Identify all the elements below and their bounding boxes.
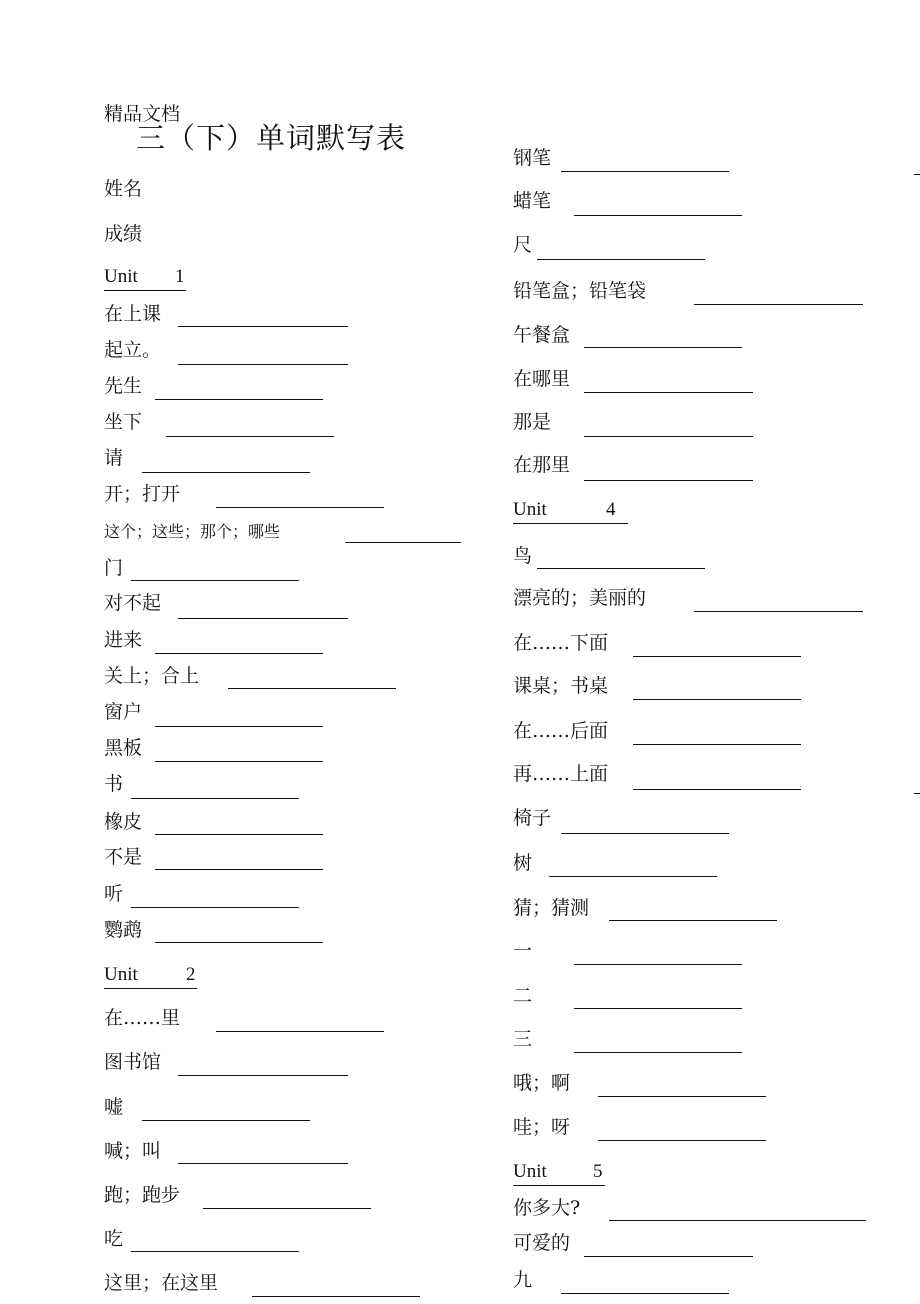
answer-line[interactable] xyxy=(216,1031,384,1032)
answer-line[interactable] xyxy=(574,1052,742,1053)
answer-line[interactable] xyxy=(561,171,729,172)
vocab-label: 橡皮 xyxy=(104,811,143,833)
answer-line[interactable] xyxy=(574,964,742,965)
vocab-label: 铅笔盒；铅笔袋 xyxy=(513,280,647,302)
answer-line[interactable] xyxy=(574,215,742,216)
answer-line[interactable] xyxy=(155,726,323,727)
answer-line[interactable] xyxy=(155,869,323,870)
answer-line[interactable] xyxy=(549,876,717,877)
vocab-label: 在上课 xyxy=(104,303,162,325)
answer-line[interactable] xyxy=(155,834,323,835)
watermark-text: 精品文档 xyxy=(104,103,181,125)
answer-line[interactable] xyxy=(203,1208,371,1209)
vocab-label: 椅子 xyxy=(513,807,552,829)
vocab-label: 在……里 xyxy=(104,1007,181,1029)
score-label: 成绩 xyxy=(104,223,143,245)
answer-line[interactable] xyxy=(584,436,753,437)
answer-line[interactable] xyxy=(216,507,384,508)
unit-heading-4: Unit 4 xyxy=(513,499,628,524)
vocab-label: 鸟 xyxy=(513,545,533,567)
vocab-label: 请 xyxy=(104,447,124,469)
answer-line[interactable] xyxy=(574,1008,742,1009)
answer-line[interactable] xyxy=(131,580,299,581)
vocab-label: 蜡笔 xyxy=(513,190,552,212)
unit-heading-5: Unit 5 xyxy=(513,1161,605,1186)
vocab-label: 听 xyxy=(104,883,124,905)
vocab-label: 尺 xyxy=(513,234,533,256)
vocab-label: 不是 xyxy=(104,846,143,868)
vocab-label: 树 xyxy=(513,852,533,874)
vocab-label: 开；打开 xyxy=(104,483,181,505)
answer-line[interactable] xyxy=(345,542,461,543)
vocab-label: 先生 xyxy=(104,375,143,397)
answer-line[interactable] xyxy=(609,920,777,921)
clipped-line-fragment xyxy=(914,174,920,175)
vocab-label: 你多大? xyxy=(513,1197,581,1219)
answer-line[interactable] xyxy=(155,942,323,943)
answer-line[interactable] xyxy=(252,1296,420,1297)
answer-line[interactable] xyxy=(166,436,334,437)
answer-line[interactable] xyxy=(178,618,348,619)
vocab-label: 课桌；书桌 xyxy=(513,675,609,697)
answer-line[interactable] xyxy=(178,364,348,365)
answer-line[interactable] xyxy=(537,259,705,260)
answer-line[interactable] xyxy=(228,688,396,689)
vocab-label: 三 xyxy=(513,1028,533,1050)
answer-line[interactable] xyxy=(598,1140,766,1141)
vocab-label: 哦；啊 xyxy=(513,1072,571,1094)
page-title: 三（下）单词默写表 xyxy=(136,121,407,155)
vocab-label: 在那里 xyxy=(513,454,571,476)
answer-line[interactable] xyxy=(178,326,348,327)
answer-line[interactable] xyxy=(584,1256,753,1257)
answer-line[interactable] xyxy=(131,1251,299,1252)
answer-line[interactable] xyxy=(584,480,753,481)
unit-heading-2: Unit 2 xyxy=(104,964,197,989)
vocab-label: 可爱的 xyxy=(513,1232,571,1254)
answer-line[interactable] xyxy=(584,392,753,393)
vocab-label: 这里；在这里 xyxy=(104,1272,219,1294)
answer-line[interactable] xyxy=(609,1220,866,1221)
clipped-line-fragment xyxy=(914,793,920,794)
vocab-label: 书 xyxy=(104,773,124,795)
vocab-label: 猜；猜测 xyxy=(513,897,590,919)
vocab-label: 九 xyxy=(513,1269,533,1291)
answer-line[interactable] xyxy=(598,1096,766,1097)
answer-line[interactable] xyxy=(178,1163,348,1164)
answer-line[interactable] xyxy=(633,656,801,657)
vocab-label: 关上；合上 xyxy=(104,665,200,687)
answer-line[interactable] xyxy=(131,798,299,799)
vocab-label: 在……后面 xyxy=(513,720,609,742)
answer-line[interactable] xyxy=(131,907,299,908)
vocab-label: 窗户 xyxy=(104,701,143,723)
answer-line[interactable] xyxy=(633,699,801,700)
vocab-label: 在……下面 xyxy=(513,632,609,654)
vocab-label: 黑板 xyxy=(104,737,143,759)
vocab-label: 漂亮的；美丽的 xyxy=(513,587,647,609)
vocab-label: 二 xyxy=(513,985,533,1007)
vocab-label: 喊；叫 xyxy=(104,1140,162,1162)
answer-line[interactable] xyxy=(155,761,323,762)
vocab-label: 对不起 xyxy=(104,592,162,614)
vocab-label: 吃 xyxy=(104,1228,124,1250)
vocab-label: 这个；这些；那个；哪些 xyxy=(104,522,281,541)
unit-heading-1: Unit 1 xyxy=(104,266,186,291)
vocab-label: 鹦鹉 xyxy=(104,919,143,941)
name-label: 姓名 xyxy=(104,178,143,200)
vocab-label: 一 xyxy=(513,940,533,962)
answer-line[interactable] xyxy=(561,833,729,834)
vocab-label: 在哪里 xyxy=(513,368,571,390)
vocab-label: 再……上面 xyxy=(513,763,609,785)
vocab-label: 嘘 xyxy=(104,1096,124,1118)
answer-line[interactable] xyxy=(633,789,801,790)
vocab-label: 起立。 xyxy=(104,339,162,361)
vocab-label: 门 xyxy=(104,557,124,579)
vocab-label: 跑；跑步 xyxy=(104,1184,181,1206)
answer-line[interactable] xyxy=(155,653,323,654)
vocab-label: 图书馆 xyxy=(104,1051,162,1073)
vocab-label: 坐下 xyxy=(104,411,143,433)
answer-line[interactable] xyxy=(633,744,801,745)
answer-line[interactable] xyxy=(694,611,863,612)
vocab-label: 那是 xyxy=(513,411,552,433)
answer-line[interactable] xyxy=(178,1075,348,1076)
answer-line[interactable] xyxy=(537,568,705,569)
answer-line[interactable] xyxy=(694,304,863,305)
vocab-label: 午餐盒 xyxy=(513,324,571,346)
answer-line[interactable] xyxy=(561,1293,729,1294)
vocab-label: 钢笔 xyxy=(513,147,552,169)
answer-line[interactable] xyxy=(142,1120,310,1121)
answer-line[interactable] xyxy=(155,399,323,400)
answer-line[interactable] xyxy=(142,472,310,473)
vocab-label: 哇；呀 xyxy=(513,1116,571,1138)
vocab-label: 进来 xyxy=(104,629,143,651)
answer-line[interactable] xyxy=(584,347,742,348)
